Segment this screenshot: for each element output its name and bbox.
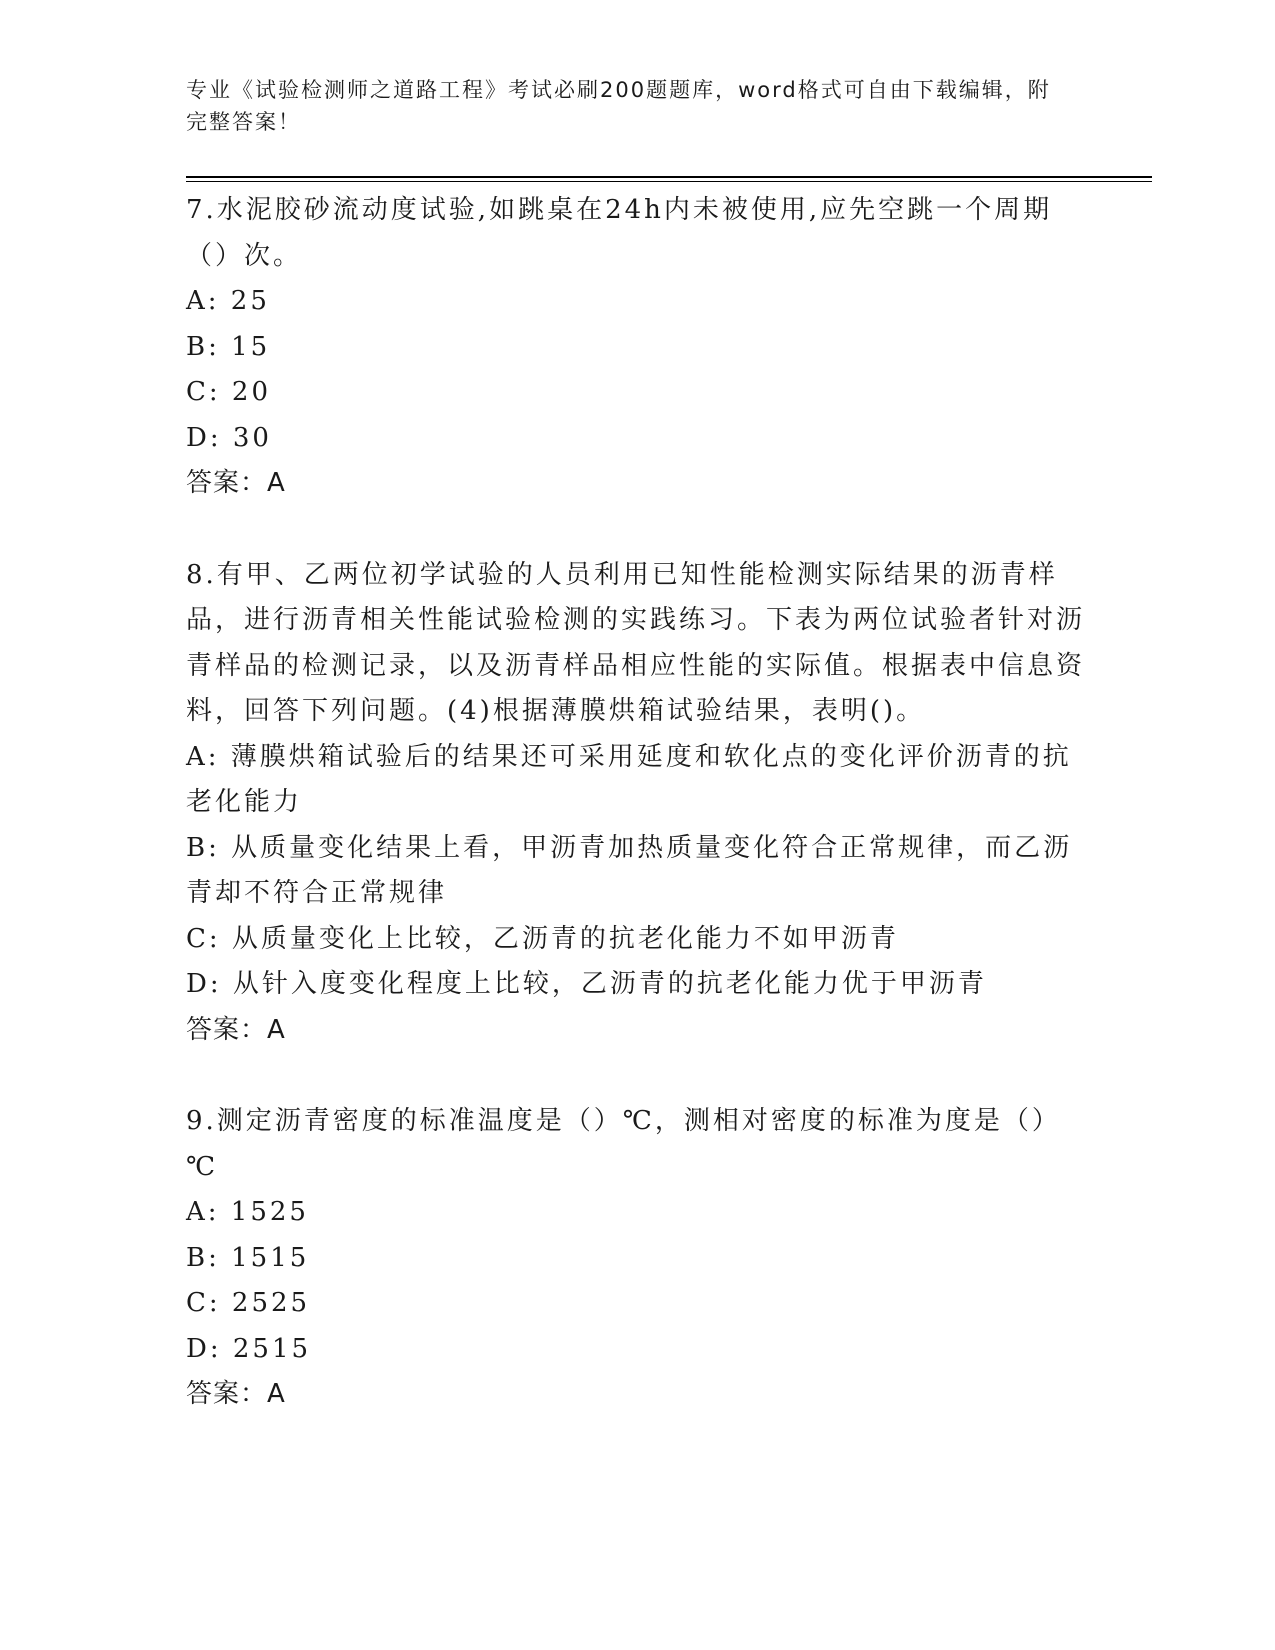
option-c: C: 从质量变化上比较，乙沥青的抗老化能力不如甲沥青 (186, 923, 899, 954)
question-text: 7.水泥胶砂流动度试验,如跳桌在24h内未被使用,应先空跳一个周期（）次。 (186, 195, 1053, 271)
spacer (186, 507, 1086, 553)
option-d: D: 2515 (186, 1333, 312, 1364)
option-c: C: 20 (186, 377, 272, 407)
header-divider-thick (186, 176, 1152, 178)
document-header: 专业《试验检测师之道路工程》考试必刷200题题库，word格式可自由下载编辑，附完整答案！ (186, 78, 1051, 134)
spacer (186, 1053, 1086, 1099)
option-b: B: 15 (186, 331, 271, 362)
option-b: B: 从质量变化结果上看，甲沥青加热质量变化符合正常规律，而乙沥青却不符合正常规律 (186, 832, 1073, 908)
answer-line: 答案：A (186, 468, 286, 498)
option-d: D: 从针入度变化程度上比较，乙沥青的抗老化能力优于甲沥青 (186, 969, 987, 999)
question-text: 8.有甲、乙两位初学试验的人员利用已知性能检测实际结果的沥青样品，进行沥青相关性能试验检测的实践练习。下表为两位试验者针对沥青样品的检测记录，以及沥青样品相应性能的实际值。根据表中信息资料，回答下列问题。(4)根据薄膜烘箱试验结果，表明()。 (186, 559, 1086, 726)
answer-line: 答案：A (186, 1014, 286, 1045)
answer-line: 答案：A (186, 1379, 286, 1409)
option-a: A: 25 (186, 286, 270, 316)
question-block (186, 1099, 1086, 1418)
question-text: 9.测定沥青密度的标准温度是（）℃，测相对密度的标准为度是（）℃ (186, 1106, 1061, 1182)
option-a: A: 薄膜烘箱试验后的结果还可采用延度和软化点的变化评价沥青的抗老化能力 (186, 741, 1072, 817)
option-c: C: 2525 (186, 1288, 311, 1318)
option-b: B: 1515 (186, 1242, 310, 1273)
question-list (186, 188, 1086, 1418)
question-block (186, 553, 1086, 1054)
question-block (186, 188, 1086, 507)
header-divider-thin (186, 181, 1152, 182)
option-d: D: 30 (186, 422, 272, 453)
option-a: A: 1525 (186, 1197, 309, 1227)
